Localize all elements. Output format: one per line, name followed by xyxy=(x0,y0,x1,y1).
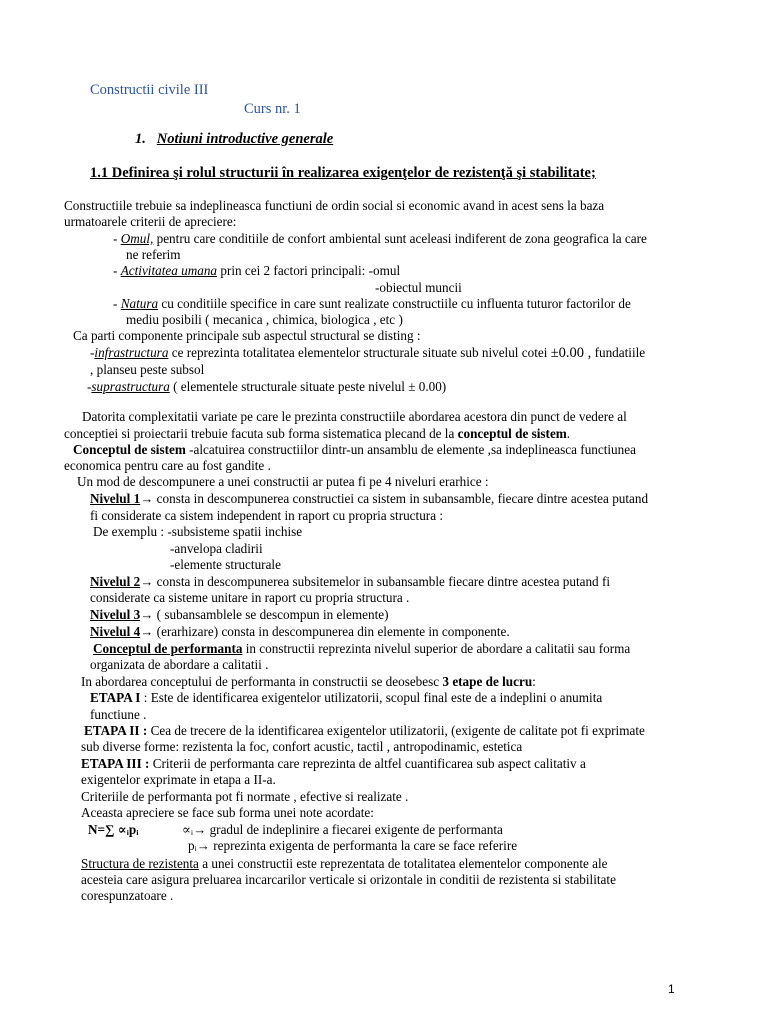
stage-2-cont: sub diverse forme: rezistenta la foc, confort acustic, tactil , antropodinamic, estetica xyxy=(81,739,523,754)
formula-p-line: pᵢ→ reprezinta exigenta de performanta la care se face referire xyxy=(188,838,518,853)
levels-intro: Un mod de descompunere a unei constructii ar putea fi pe 4 niveluri erarhice : xyxy=(77,474,489,489)
criteria-types: Criteriile de performanta pot fi normate , efective si realizate . xyxy=(81,789,409,804)
page-number: 1 xyxy=(668,982,675,996)
level-2-line: Nivelul 2→ consta in descompunerea subsitemelor in subansamble fiecare dintre acestea putand fi xyxy=(90,574,611,589)
level-3-line: Nivelul 3→ ( subansamblele se descompun in elemente) xyxy=(90,607,389,622)
performance-concept-line: Conceptul de performanta in constructii reprezinta nivelul superior de abordare a calitatii sau forma xyxy=(93,641,631,656)
term-infrastructura: infrastructura xyxy=(94,345,169,360)
structure-line-3: corespunzatoare . xyxy=(81,888,174,903)
intro-line-1: Constructiile trebuie sa indeplineasca functiuni de ordin social si economic avand in acest sens la baza xyxy=(64,198,605,213)
infrastructura-cont: , planseu peste subsol xyxy=(90,362,205,377)
system-concept-line: Conceptul de sistem -alcatuirea constructiilor dintr-un ansamblu de elemente ,sa indeplineasca functiunea xyxy=(73,442,636,457)
chapter-title: Notiuni introductive generale xyxy=(156,131,334,147)
criterion-omul-cont: ne referim xyxy=(126,247,181,262)
chapter-heading xyxy=(135,131,333,147)
stage-3-cont: exigentelor exprimate in etapa a II-a. xyxy=(81,772,276,787)
level-4-line: Nivelul 4→ (erarhizare) consta in descompunerea din elemente in componente. xyxy=(90,624,510,639)
stage-2-line: ETAPA II : Cea de trecere de la identificarea exigentelor utilizatorii, (exigente de calitate pot fi exprimate xyxy=(84,723,645,738)
criterion-activitate-cont: -obiectul muncii xyxy=(375,280,462,295)
term-conceptul-de-performanta: Conceptul de performanta xyxy=(93,641,243,656)
level-1-cont: fi considerate ca sistem independent in raport cu propria structura : xyxy=(90,508,444,523)
criterion-activitate: - Activitatea umana prin cei 2 factori principali: -omul xyxy=(113,263,401,278)
stage-1-line: ETAPA I : Este de identificarea exigentelor utilizatorii, scopul final este de a indeplini o anumita xyxy=(90,690,603,705)
term-nivel-2: Nivelul 2 xyxy=(90,574,141,589)
infrastructura-line: -infrastructura ce reprezinta totalitatea elementelor structurale situate sub nivelul cotei ±0.00 , fundatiile xyxy=(90,345,646,361)
term-nivel-4: Nivelul 4 xyxy=(90,624,141,639)
p-symbol: pᵢ xyxy=(188,838,197,853)
structure-line-1: Structura de rezistenta a unei constructii este reprezentata de totalitatea elementelor componente ale xyxy=(81,856,608,871)
level-1-line: Nivelul 1→ consta in descompunerea constructiei ca sistem in subansamble, fiecare dintre acestea putand xyxy=(90,491,649,506)
criterion-natura: - Natura cu conditiile specifice in care sunt realizate constructiile cu influenta tuturor factorilor de xyxy=(113,296,631,311)
formula: N=∑ ∝ᵢpᵢ xyxy=(88,822,139,837)
arrow-icon: → xyxy=(140,491,154,506)
stage-3-title: ETAPA III : xyxy=(81,756,150,771)
alpha-symbol: ∝ᵢ xyxy=(182,822,194,837)
stage-3-line: ETAPA III : Criterii de performanta care reprezinta de altfel cuantificarea sub aspect calitativ a xyxy=(81,756,586,771)
term-structura-de-rezistenta: Structura de rezistenta xyxy=(81,856,199,871)
stages-intro: In abordarea conceptului de performanta in constructii se deosebesc 3 etape de lucru: xyxy=(81,674,536,689)
example-1: De exemplu : -subsisteme spatii inchise xyxy=(93,524,303,539)
term-suprastructura: suprastructura xyxy=(91,379,170,394)
section-heading: 1.1 Definirea şi rolul structurii în realizarea exigenţelor de rezistenţă şi stabilitate; xyxy=(90,165,596,181)
level-2-cont: considerate ca sisteme unitare in raport cu propria structura . xyxy=(90,590,410,605)
term-omul: Omul, xyxy=(120,231,154,246)
performance-concept-cont: organizata de abordare a calitatii . xyxy=(90,657,269,672)
rating-intro: Aceasta apreciere se face sub forma unei note acordate: xyxy=(81,805,374,820)
example-2: -anvelopa cladirii xyxy=(170,541,263,556)
arrow-icon: → xyxy=(140,574,154,589)
system-para-line-2: conceptiei si proiectarii trebuie facuta sub forma sistematica plecand de la conceptul de sistem. xyxy=(64,426,571,441)
arrow-icon: → xyxy=(140,624,154,639)
term-natura: Natura xyxy=(120,296,159,311)
term-activitate: Activitatea umana xyxy=(120,263,218,278)
term-nivel-3: Nivelul 3 xyxy=(90,607,141,622)
system-para-line-1: Datorita complexitatii variate pe care le prezinta constructiile abordarea acestora din punct de vedere al xyxy=(82,409,627,424)
structure-line-2: acesteia care asigura preluarea incarcarilor verticale si orizontale in conditii de rezistenta si stabilitate xyxy=(81,872,616,887)
lesson-title: Curs nr. 1 xyxy=(244,101,301,117)
formula-alpha-line: ∝ᵢ→ gradul de indeplinire a fiecarei exigente de performanta xyxy=(182,822,503,837)
stage-1-title: ETAPA I xyxy=(90,690,141,705)
parts-intro: Ca parti componente principale sub aspectul structural se disting : xyxy=(73,328,421,343)
term-nivel-1: Nivelul 1 xyxy=(90,491,141,506)
example-3: -elemente structurale xyxy=(170,557,281,572)
arrow-icon: → xyxy=(140,607,154,622)
criterion-natura-cont: mediu posibili ( mecanica , chimica, biologica , etc ) xyxy=(126,312,403,327)
system-concept-cont: economica pentru care au fost gandite . xyxy=(64,458,271,473)
chapter-number: 1. xyxy=(135,131,146,147)
intro-line-2: urmatoarele criterii de apreciere: xyxy=(64,214,237,229)
course-title: Constructii civile III xyxy=(90,82,209,98)
stage-1-cont: functiune . xyxy=(90,707,147,722)
stage-2-title: ETAPA II : xyxy=(84,723,148,738)
suprastructura-line: -suprastructura ( elementele structurale situate peste nivelul ± 0.00) xyxy=(87,379,447,394)
criterion-omul: - Omul, pentru care conditiile de confort ambiental sunt aceleasi indiferent de zona geografica la care xyxy=(113,231,647,246)
